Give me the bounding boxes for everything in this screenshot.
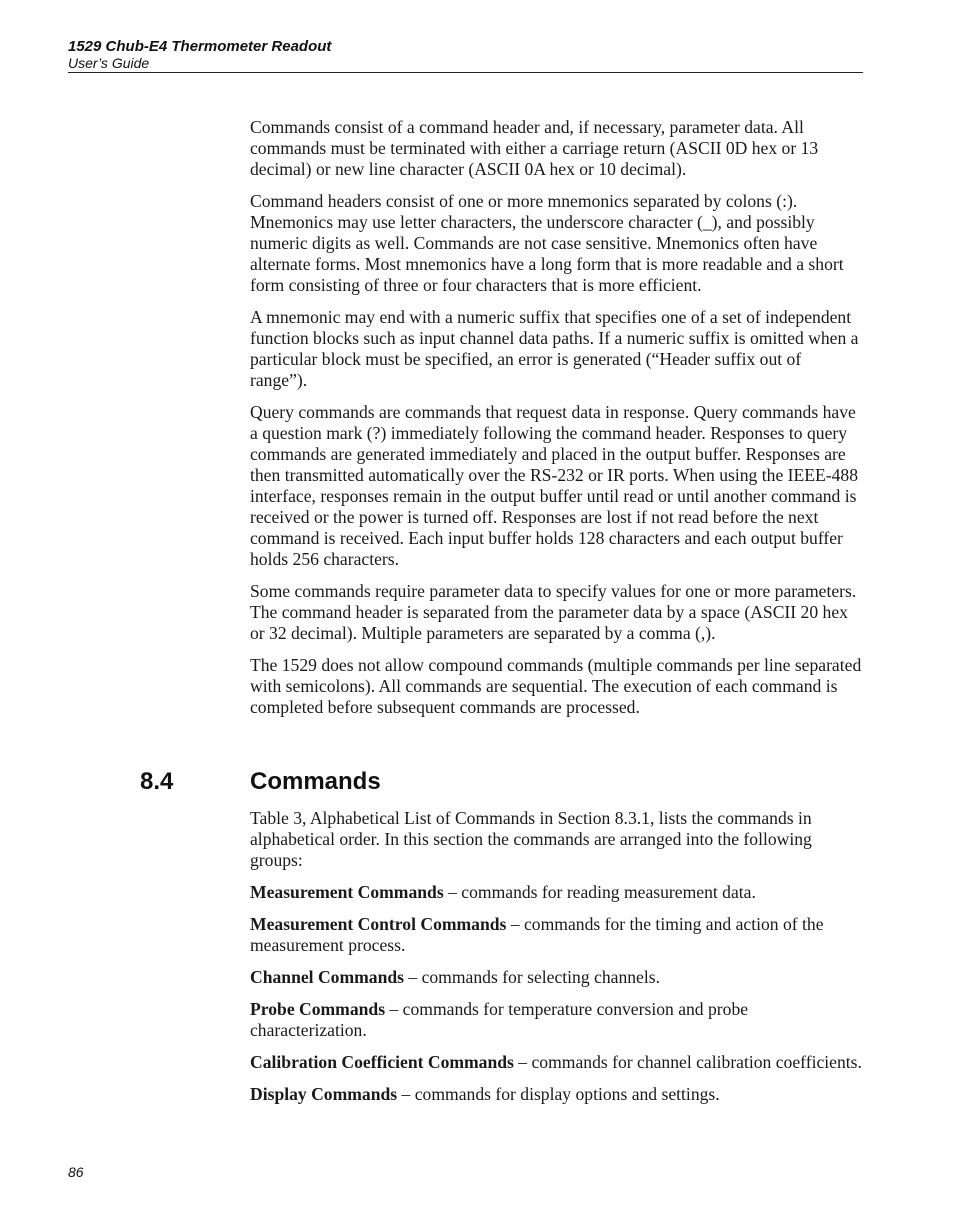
header-rule [68,72,863,73]
paragraph-suffix: A mnemonic may end with a numeric suffix that specifies one of a set of independent function blocks such as input channel data paths. If a numeric suffix is omitted when a particular block must be specified, an error is generated (“Header suffix out of range”). [250,307,859,390]
group-item [250,967,862,988]
group-name: Calibration Coefficient Commands [250,1052,514,1072]
group-desc: – commands for display options and settings. [397,1084,720,1104]
paragraph-parameters: Some commands require parameter data to specify values for one or more parameters. The command header is separated from the parameter data by a space (ASCII 20 hex or 32 decimal). Multiple parameters are separated by a comma (,). [250,581,857,643]
paragraph-queries: Query commands are commands that request data in response. Query commands have a question mark (?) immediately following the command header. Responses to query commands are generated immediately and placed in the output buffer. Responses are then transmitted automatically over the RS-232 or IR ports. When using the IEEE-488 interface, responses remain in the output buffer until read or until another command is received or the power is turned off. Responses are lost if not read before the next command is received. Each input buffer holds 128 characters and each output buffer holds 256 characters. [250,402,858,569]
group-item [250,1084,862,1105]
group-name: Channel Commands [250,967,404,987]
group-name: Probe Commands [250,999,386,1019]
group-desc: – commands for reading measurement data. [443,882,756,902]
group-desc: – commands for channel calibration coefficients. [513,1052,862,1072]
group-desc: – commands for temperature conversion and probe characterization. [250,999,749,1040]
group-name: Display Commands [250,1084,398,1104]
group-item [250,999,862,1041]
group-name: Measurement Control Commands [250,914,507,934]
section-intro: Table 3, Alphabetical List of Commands in Section 8.3.1, lists the commands in alphabetical order. In this section the commands are arranged into the following groups: [250,808,812,870]
section-title: Commands [250,768,381,795]
page-number: 86 [68,1164,84,1180]
group-name: Measurement Commands [250,882,444,902]
group-item [250,1052,862,1073]
group-item [250,882,862,903]
running-head [68,38,863,71]
paragraph-compound: The 1529 does not allow compound commands (multiple commands per line separated with semicolons). All commands are sequential. The execution of each command is completed before subsequent commands are processed. [250,655,862,717]
section-text-block [250,808,862,1116]
document-subtitle: User’s Guide [68,55,150,71]
group-desc: – commands for selecting channels. [403,967,660,987]
group-desc: – commands for the timing and action of the measurement process. [250,914,824,955]
section-number: 8.4 [140,768,174,795]
document-title: 1529 Chub-E4 Thermometer Readout [68,38,332,55]
paragraph-headers: Command headers consist of one or more mnemonics separated by colons (:). Mnemonics may use letter characters, the underscore character (_), and possibly numeric digits as well. Commands are not case sensitive. Mnemonics often have alternate forms. Most mnemonics have a long form that is more readable and a short form consisting of three or four characters that is more efficient. [250,191,844,295]
paragraph-termination: Commands consist of a command header and, if necessary, parameter data. All commands must be terminated with either a carriage return (ASCII 0D hex or 13 decimal) or new line character (ASCII 0A hex or 10 decimal). [250,117,819,179]
group-item [250,914,862,956]
intro-text-block [250,117,862,729]
